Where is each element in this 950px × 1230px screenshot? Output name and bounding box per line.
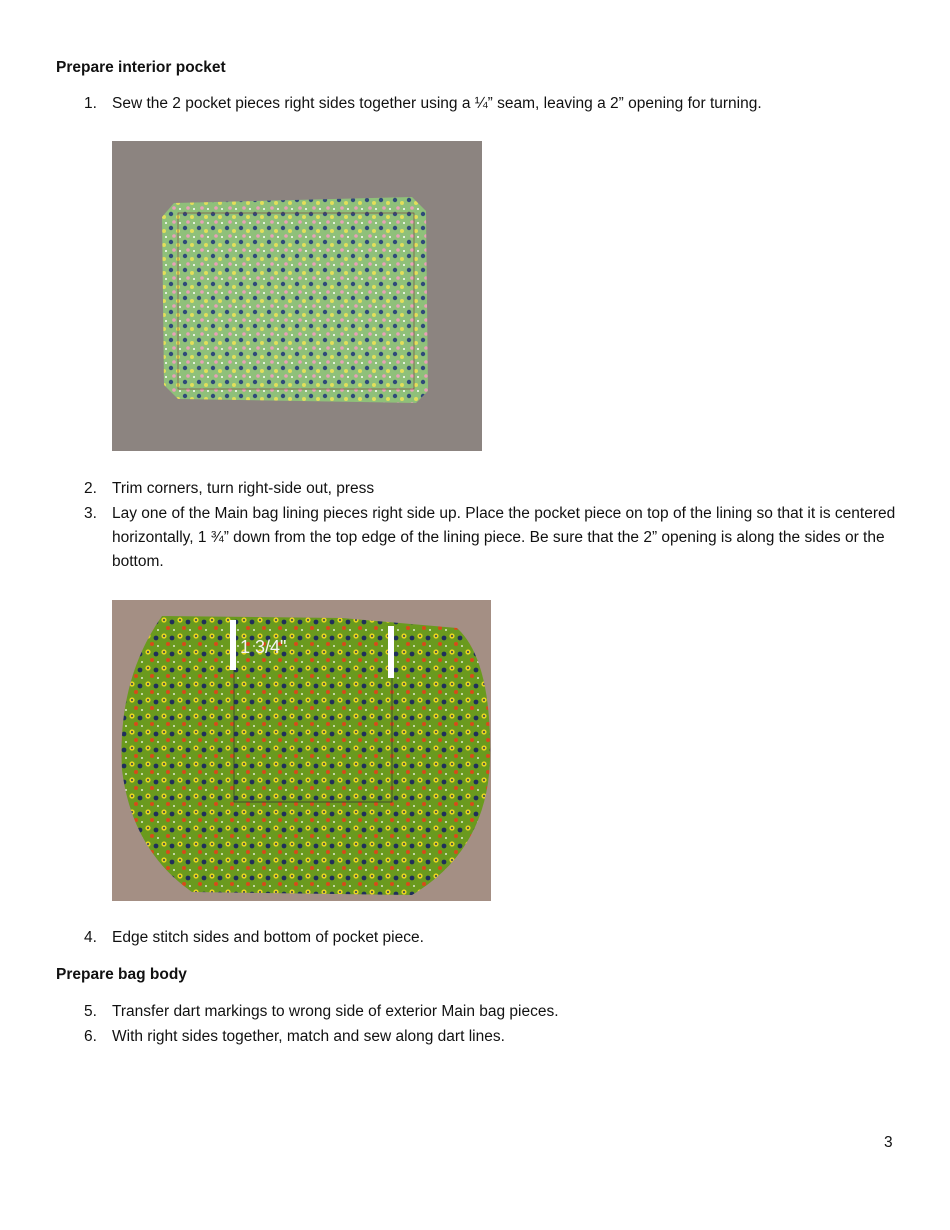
step-number: 6. bbox=[84, 1028, 97, 1045]
step-text: Trim corners, turn right-side out, press bbox=[112, 480, 375, 497]
step-number: 5. bbox=[84, 1003, 97, 1020]
step-text: With right sides together, match and sew along dart lines. bbox=[112, 1028, 505, 1045]
page-number: 3 bbox=[884, 1134, 893, 1151]
section-heading-bag-body: Prepare bag body bbox=[56, 966, 187, 983]
lining-with-pocket-photo bbox=[112, 600, 491, 901]
step-text: Lay one of the Main bag lining pieces right side up. Place the pocket piece on top of the lining so that it is centered horizontally, 1 ¾” down from the top edge of the lining piece. Be sure that the 2” opening is along the sides or the bottom. bbox=[112, 505, 896, 570]
step-1 bbox=[84, 92, 904, 116]
step-text: Edge stitch sides and bottom of pocket piece. bbox=[112, 929, 424, 946]
step-2 bbox=[84, 477, 904, 501]
step-number: 4. bbox=[84, 929, 97, 946]
step-3 bbox=[84, 502, 904, 574]
step-number: 1. bbox=[84, 95, 97, 112]
pocket-pieces-photo bbox=[112, 141, 482, 451]
step-number: 3. bbox=[84, 505, 97, 522]
step-text: Sew the 2 pocket pieces right sides together using a ¼” seam, leaving a 2” opening for turning. bbox=[112, 95, 762, 112]
step-number: 2. bbox=[84, 480, 97, 497]
step-4 bbox=[84, 926, 904, 950]
step-6 bbox=[84, 1025, 904, 1049]
section-heading-interior-pocket: Prepare interior pocket bbox=[56, 59, 226, 76]
step-5 bbox=[84, 1000, 904, 1024]
step-text: Transfer dart markings to wrong side of exterior Main bag pieces. bbox=[112, 1003, 559, 1020]
measurement-label: 1 3/4" bbox=[240, 637, 287, 657]
